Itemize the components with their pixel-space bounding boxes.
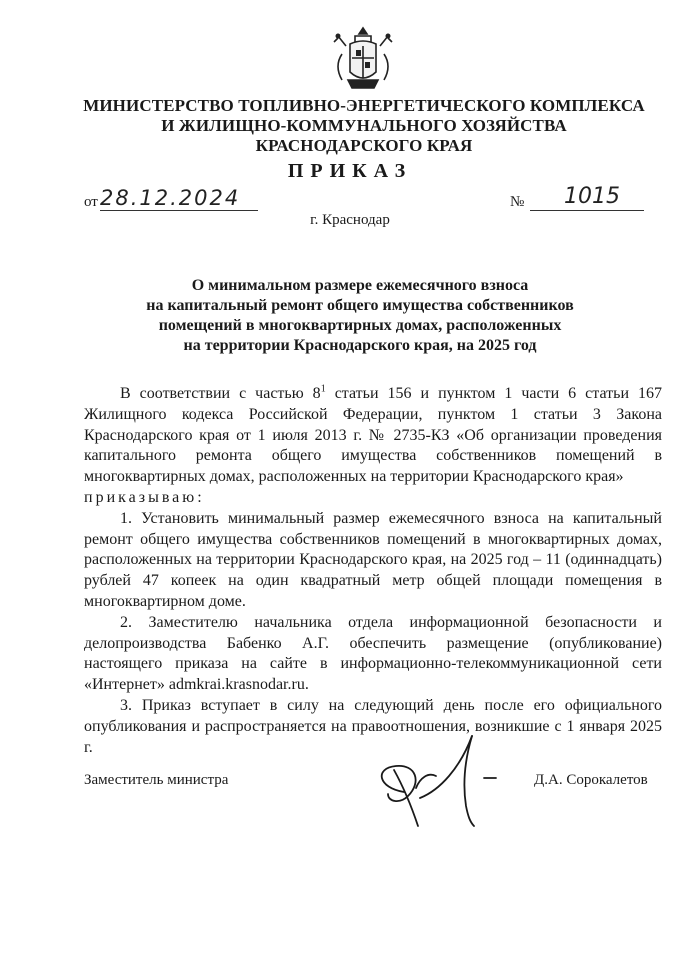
number-prefix: №: [510, 194, 525, 210]
signatory-name: Д.А. Сорокалетов: [534, 772, 648, 788]
item-2: 2. Заместителю начальника отдела информационной безопасности и делопроизводства Бабенко А.Г. обеспечить размещение (опубликование) настоящего приказа на сайте в информационно-телекоммуникационной сети «Интернет» admkrai.krasnodar.ru.: [84, 613, 662, 694]
title-line: на капитальный ремонт общего имущества собственников: [146, 297, 574, 314]
intro-paragraph: [84, 384, 662, 488]
document-title: [80, 276, 640, 356]
title-line: О минимальном размере ежемесячного взноса: [191, 277, 529, 294]
intro-text-a: В соответствии с частью 8: [120, 385, 321, 402]
date-prefix: от: [84, 194, 98, 210]
document-type: ПРИКАЗ: [287, 160, 413, 182]
coat-of-arms-icon: [328, 24, 398, 92]
handwritten-number: 1015: [564, 184, 620, 209]
ministry-line: МИНИСТЕРСТВО ТОПЛИВНО-ЭНЕРГЕТИЧЕСКОГО КОМПЛЕКСА: [83, 96, 645, 115]
title-line: на территории Краснодарского края, на 2025 год: [183, 337, 537, 354]
handwritten-date: 28.12.2024: [100, 186, 241, 210]
ministry-name: [60, 96, 668, 156]
ministry-line: И ЖИЛИЩНО-КОММУНАЛЬНОГО ХОЗЯЙСТВА: [161, 116, 567, 135]
ministry-line: КРАСНОДАРСКОГО КРАЯ: [255, 136, 473, 155]
intro-text-b: статьи 156 и пунктом 1 части 6 статьи 167 Жилищного кодекса Российской Федерации, пунктом 1 статьи 3 Закона Краснодарского края от 1 июля 2013 г. № 2735-КЗ «Об организации проведения капитального ремонта общего имущества собственников помещений в многоквартирных домах, расположенных на территории Краснодарского края»: [84, 385, 663, 486]
superscript: 1: [320, 383, 326, 395]
document-body: [84, 384, 662, 758]
signatory-position: Заместитель министра: [84, 772, 229, 788]
signature-icon: [364, 730, 504, 830]
order-word: приказываю:: [84, 488, 205, 506]
item-3: 3. Приказ вступает в силу на следующий день после его официального опубликования и распространяется на правоотношения, возникшие с 1 января 2025 г.: [84, 696, 662, 756]
item-1: 1. Установить минимальный размер ежемесячного взноса на капитальный ремонт общего имущества собственников помещений в многоквартирных домах, расположенных на территории Краснодарского края, на 2025 год – 11 (одиннадцать) рублей 47 копеек на один квадратный метр общей площади помещения в многоквартирном доме.: [84, 509, 662, 610]
order-word-paragraph: [84, 488, 662, 509]
title-line: помещений в многоквартирных домах, расположенных: [158, 317, 562, 334]
number-underline: [530, 210, 644, 211]
city: г. Краснодар: [310, 212, 390, 228]
date-underline: [100, 210, 258, 211]
